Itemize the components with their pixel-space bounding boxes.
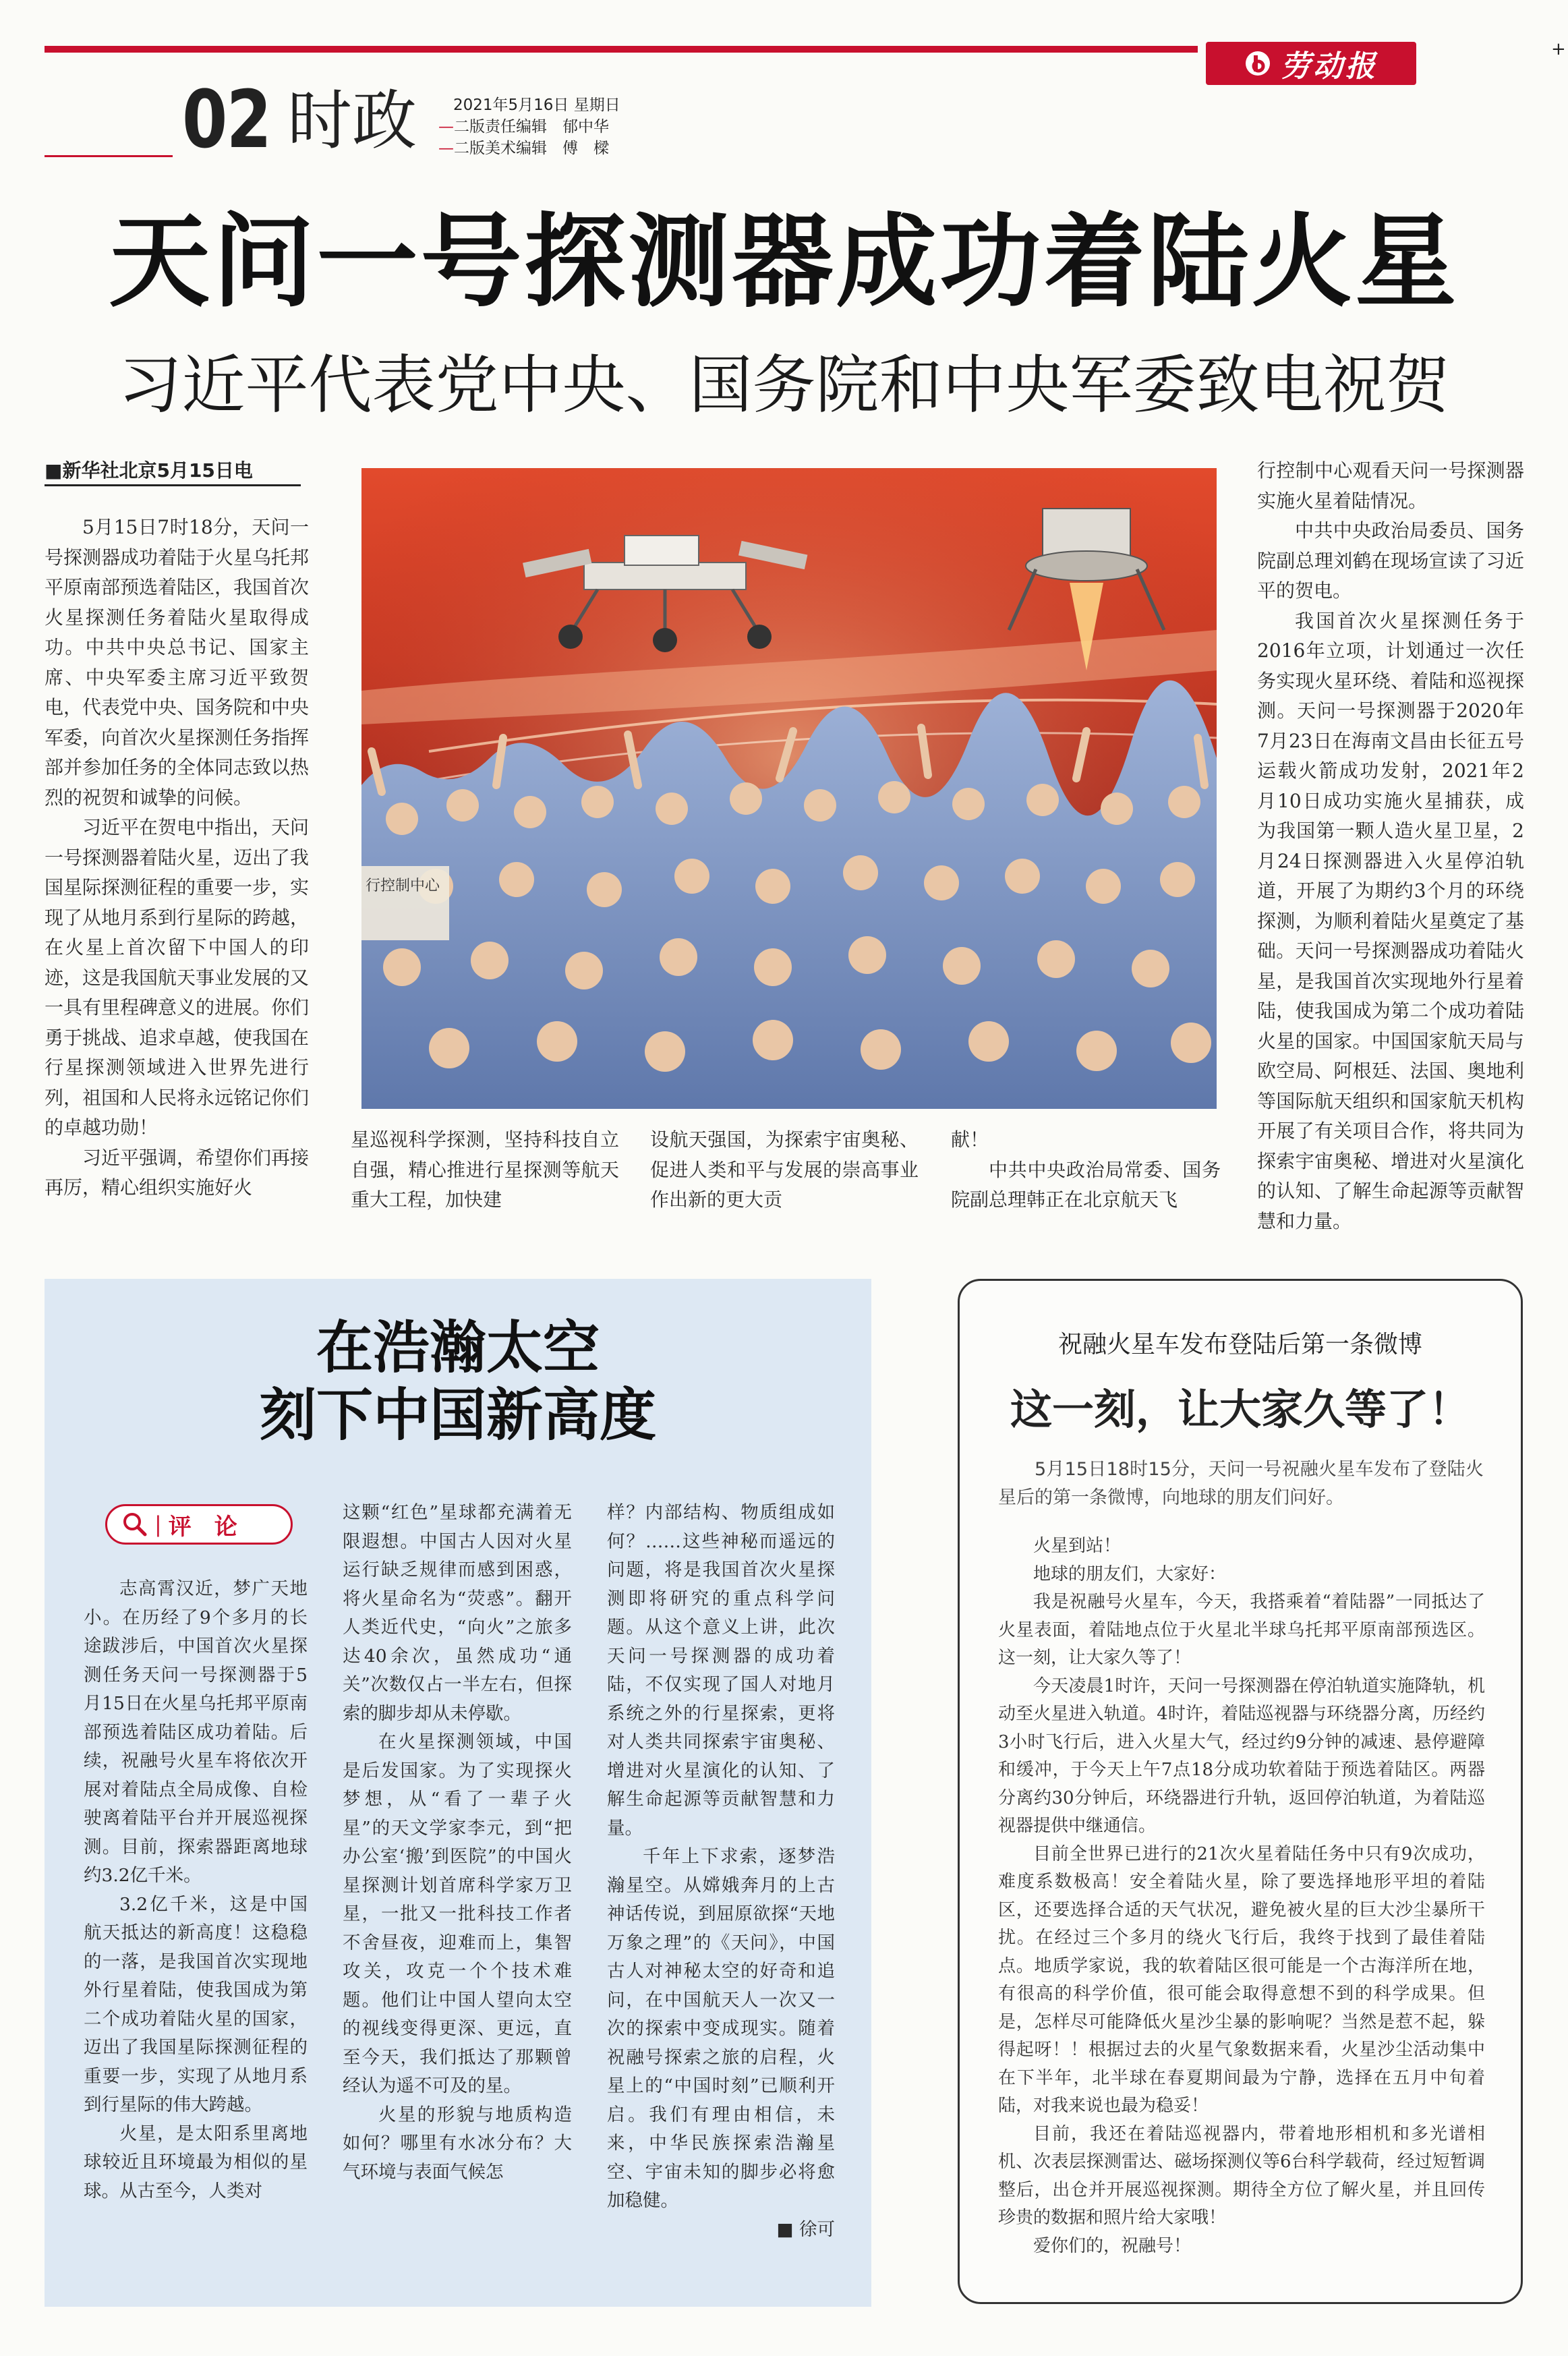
- masthead-logo: [1206, 42, 1416, 85]
- commentary-para: 3.2亿千米，这是中国航天抵达的新高度！这稳稳的一落，是我国首次实现地外行星着陆，使我国成为第二个成功着陆火星的国家，迈出了我国星际探测征程的重要一步，实现了从地月系到行星际的伟大跨越。: [84, 1893, 308, 2115]
- header-info: [438, 94, 620, 159]
- main-para: 5月15日7时18分，天问一号探测器成功着陆于火星乌托邦平原南部预选着陆区，我国首次火星探测任务着陆火星取得成功。中共中央总书记、国家主席、中央军委主席习近平致贺电，代表党中央、国务院和中央军委，向首次火星探测任务指挥部并参加任务的全体同志致以热烈的祝贺和诚挚的问候。: [45, 516, 310, 809]
- weibo-para: 地球的朋友们，大家好：: [1033, 1563, 1227, 1584]
- weibo-para: 今天凌晨1时许，天问一号探测器在停泊轨道实施降轨，机动至火星进入轨道。4时许，着陆巡视器与环绕器分离，历经约3小时飞行后，进入火星大气，经过约9分钟的减速、悬停避障和缓冲，于今天上午7点18分成功软着陆于预选着陆区。两器分离约30分钟后，环绕器进行升轨，返回停泊轨道，为着陆巡视器提供中继通信。: [998, 1675, 1485, 1836]
- commentary-para: 这颗“红色”星球都充满着无限遐想。中国古人因对火星运行缺乏规律而感到困惑，将火星命名为“荧惑”。翻开人类近代史，“向火”之旅多达40余次，虽然成功“通关”次数仅占一半左右，但探索的脚步却从未停歇。: [343, 1502, 572, 1724]
- weibo-para: 我是祝融号火星车，今天，我搭乘着“着陆器”一同抵达了火星表面，着陆地点位于火星北半球乌托邦平原南部预选区。这一刻，让大家久等了！: [998, 1592, 1485, 1668]
- main-para: 行控制中心观看天问一号探测器实施火星着陆情况。: [1257, 459, 1524, 512]
- commentary-title-1: 在浩瀚太空: [316, 1314, 600, 1381]
- weibo-para: 火星到站！: [1033, 1536, 1122, 1556]
- commentary-column-3: [607, 1499, 835, 2244]
- main-para: 设航天强国，为探索宇宙奥秘、促进人类和平与发展的崇高事业作出新的更大贡: [650, 1128, 919, 1211]
- dateline: ■新华社北京5月15日电: [45, 459, 253, 482]
- main-para: 习近平在贺电中指出，天问一号探测器着陆火星，迈出了我国星际探测征程的重要一步，实现了从地月系到行星际的跨越，在火星上首次留下中国人的印迹，这是我国航天事业发展的又一具有里程碑意义的进展。你们勇于挑战、追求卓越，使我国在行星探测领域进入世界先进行列，祖国和人民将永远铭记你们的卓越功勋！: [45, 816, 310, 1139]
- logo-mark-icon: [1244, 50, 1271, 77]
- commentary-para: 志高霄汉近，梦广天地小。在历经了9个多月的长途跋涉后，中国首次火星探测任务天问一号探测器于5月15日在火星乌托邦平原南部预选着陆区成功着陆。后续，祝融号火星车将依次开展对着陆点全局成像、自检驶离着陆平台并开展巡视探测。目前，探索器距离地球约3.2亿千米。: [84, 1578, 308, 1886]
- weibo-para: 目前，我还在着陆巡视器内，带着地形相机和多光谱相机、次表层探测雷达、磁场探测仪等6台科学载荷，经过短暂调整后，出仓并开展巡视探测。期待全方位了解火星，并且回传珍贵的数据和照片给大家哦！: [998, 2123, 1485, 2228]
- commentary-para: 火星的形貌与地质构造如何？哪里有水冰分布？大气环境与表面气候怎: [343, 2104, 572, 2183]
- main-para: 中共中央政治局常委、国务院副总理韩正在北京航天飞: [951, 1158, 1221, 1211]
- main-column-3-bottom: [650, 1125, 919, 1215]
- header-rule-left: [45, 155, 173, 157]
- commentary-column-2: [343, 1499, 572, 2187]
- dateline-underline: [45, 484, 301, 486]
- paper-name: 劳动报: [1281, 49, 1378, 84]
- search-icon: [122, 1512, 148, 1537]
- weibo-para: 目前全世界已进行的21次火星着陆任务中只有9次成功，难度系数极高！安全着陆火星，除了要选择地形平坦的着陆区，还要选择合适的天气状况，避免被火星的巨大沙尘暴所干扰。在经过三个多月的绕火飞行后，我终于找到了最佳着陆点。地质学家说，我的软着陆区很可能是一个古海洋所在地，有很高的科学价值，很可能会取得意想不到的科学成果。但是，怎样尽可能降低火星沙尘暴的影响呢？当然是惹不起，躲得起呀！！根据过去的火星气象数据来看，火星沙尘活动集中在下半年，北半球在春夏期间最为宁静，选择在五月中旬着陆，对我来说也最为稳妥！: [998, 1843, 1485, 2116]
- weibo-kicker: 祝融火星车发布登陆后第一条微博: [1057, 1331, 1422, 1358]
- commentary-para: 样？内部结构、物质组成如何？……这些神秘而遥远的问题，将是我国首次火星探测即将研究的重点科学问题。从这个意义上讲，此次天问一号探测器的成功着陆，不仅实现了国人对地月系统之外的行星探索，更将对人类共同探索宇宙奥秘、增进对火星演化的认知、了解生命起源等贡献智慧和力量。: [607, 1502, 835, 1839]
- weibo-intro-text: 5月15日18时15分，天问一号祝融火星车发布了登陆火星后的第一条微博，向地球的朋友们问好。: [998, 1459, 1484, 1508]
- commentary-byline: ■ 徐可: [776, 2218, 835, 2240]
- main-column-right: [1257, 456, 1524, 1236]
- main-photo: [361, 468, 1217, 1109]
- commentary-para: 在火星探测领域，中国是后发国家。为了实现探火梦想，从“看了一辈子火星”的天文学家李元，到“把办公室‘搬’到医院”的中国火星探测计划首席科学家万卫星，一批又一批科技工作者不舍昼夜，迎难而上，集智攻关，攻克一个个技术难题。他们让中国人望向太空的视线变得更深、更远，直至今天，我们抵达了那颗曾经认为遥不可及的星。: [343, 1731, 572, 2096]
- art-editor-text: 二版美术编辑 傅 樑: [454, 140, 609, 157]
- main-subheadline: 习近平代表党中央、国务院和中央军委致电祝贺: [118, 349, 1450, 422]
- page-number: 02: [182, 73, 271, 166]
- main-headline: 天问一号探测器成功着陆火星: [109, 202, 1459, 321]
- weibo-title: 这一刻，让大家久等了！: [1010, 1385, 1470, 1434]
- commentary-badge: | 评 论: [105, 1504, 293, 1545]
- main-para: 献！: [951, 1128, 989, 1151]
- commentary-title-2: 刻下中国新高度: [259, 1381, 656, 1448]
- main-para: 习近平强调，希望你们再接再厉，精心组织实施好火: [45, 1146, 310, 1199]
- main-column-4-bottom: [951, 1125, 1221, 1215]
- commentary-para: 千年上下求索，逐梦浩瀚星空。从嫦娥奔月的上古神话传说，到屈原欲探“天地万象之理”的《天问》，中国古人对神秘太空的好奇和追问，在中国航天人一次又一次的探索中变成现实。随着祝融号探索之旅的启程，火星上的“中国时刻”已顺利开启。我们有理由相信，未来，中华民族探索浩瀚星空、宇宙未知的脚步必将愈加稳健。: [607, 1846, 835, 2211]
- main-para: 中共中央政治局委员、国务院副总理刘鹤在现场宣读了习近平的贺电。: [1257, 519, 1524, 602]
- commentary-column-1: [84, 1575, 308, 2206]
- main-column-2-bottom: [351, 1125, 619, 1215]
- art-editor-line: —二版美术编辑 傅 樑: [438, 140, 609, 157]
- section-name: 时政: [287, 83, 417, 159]
- top-red-rule: [45, 46, 1198, 53]
- editor-line: —二版责任编辑 郁中华: [438, 118, 609, 136]
- editor-text: 二版责任编辑 郁中华: [454, 118, 609, 136]
- photo-illustration: [361, 468, 1217, 1109]
- weibo-para: 爱你们的，祝融号！: [1033, 2235, 1192, 2256]
- badge-label: 评 论: [168, 1513, 237, 1541]
- photo-sign-text: 行控制中心: [366, 878, 440, 894]
- weibo-body: [998, 1532, 1485, 2260]
- corner-mark: +: [1551, 39, 1566, 59]
- weibo-intro: [998, 1456, 1484, 1512]
- commentary-para: 火星，是太阳系里离地球较近且环境最为相似的星球。从古至今，人类对: [84, 2123, 308, 2202]
- main-para: 星巡视科学探测，坚持科技自立自强，精心推进行星探测等航天重大工程，加快建: [351, 1128, 619, 1211]
- main-column-1: [45, 513, 309, 1203]
- date-line: 2021年5月16日 星期日: [453, 96, 620, 114]
- main-para: 我国首次火星探测任务于2016年立项，计划通过一次任务实现火星环绕、着陆和巡视探测。天问一号探测器于2020年7月23日在海南文昌由长征五号运载火箭成功发射，2021年2月10日成功实施火星捕获，成为我国第一颗人造火星卫星，2月24日探测器进入火星停泊轨道，开展了为期约3个月的环绕探测，为顺利着陆火星奠定了基础。天问一号探测器成功着陆火星，是我国首次实现地外行星着陆，使我国成为第二个成功着陆火星的国家。中国国家航天局与欧空局、阿根廷、法国、奥地利等国际航天组织和国家航天机构开展了有关项目合作，将共同为探索宇宙奥秘、增进对火星演化的认知、了解生命起源等贡献智慧和力量。: [1257, 609, 1524, 1232]
